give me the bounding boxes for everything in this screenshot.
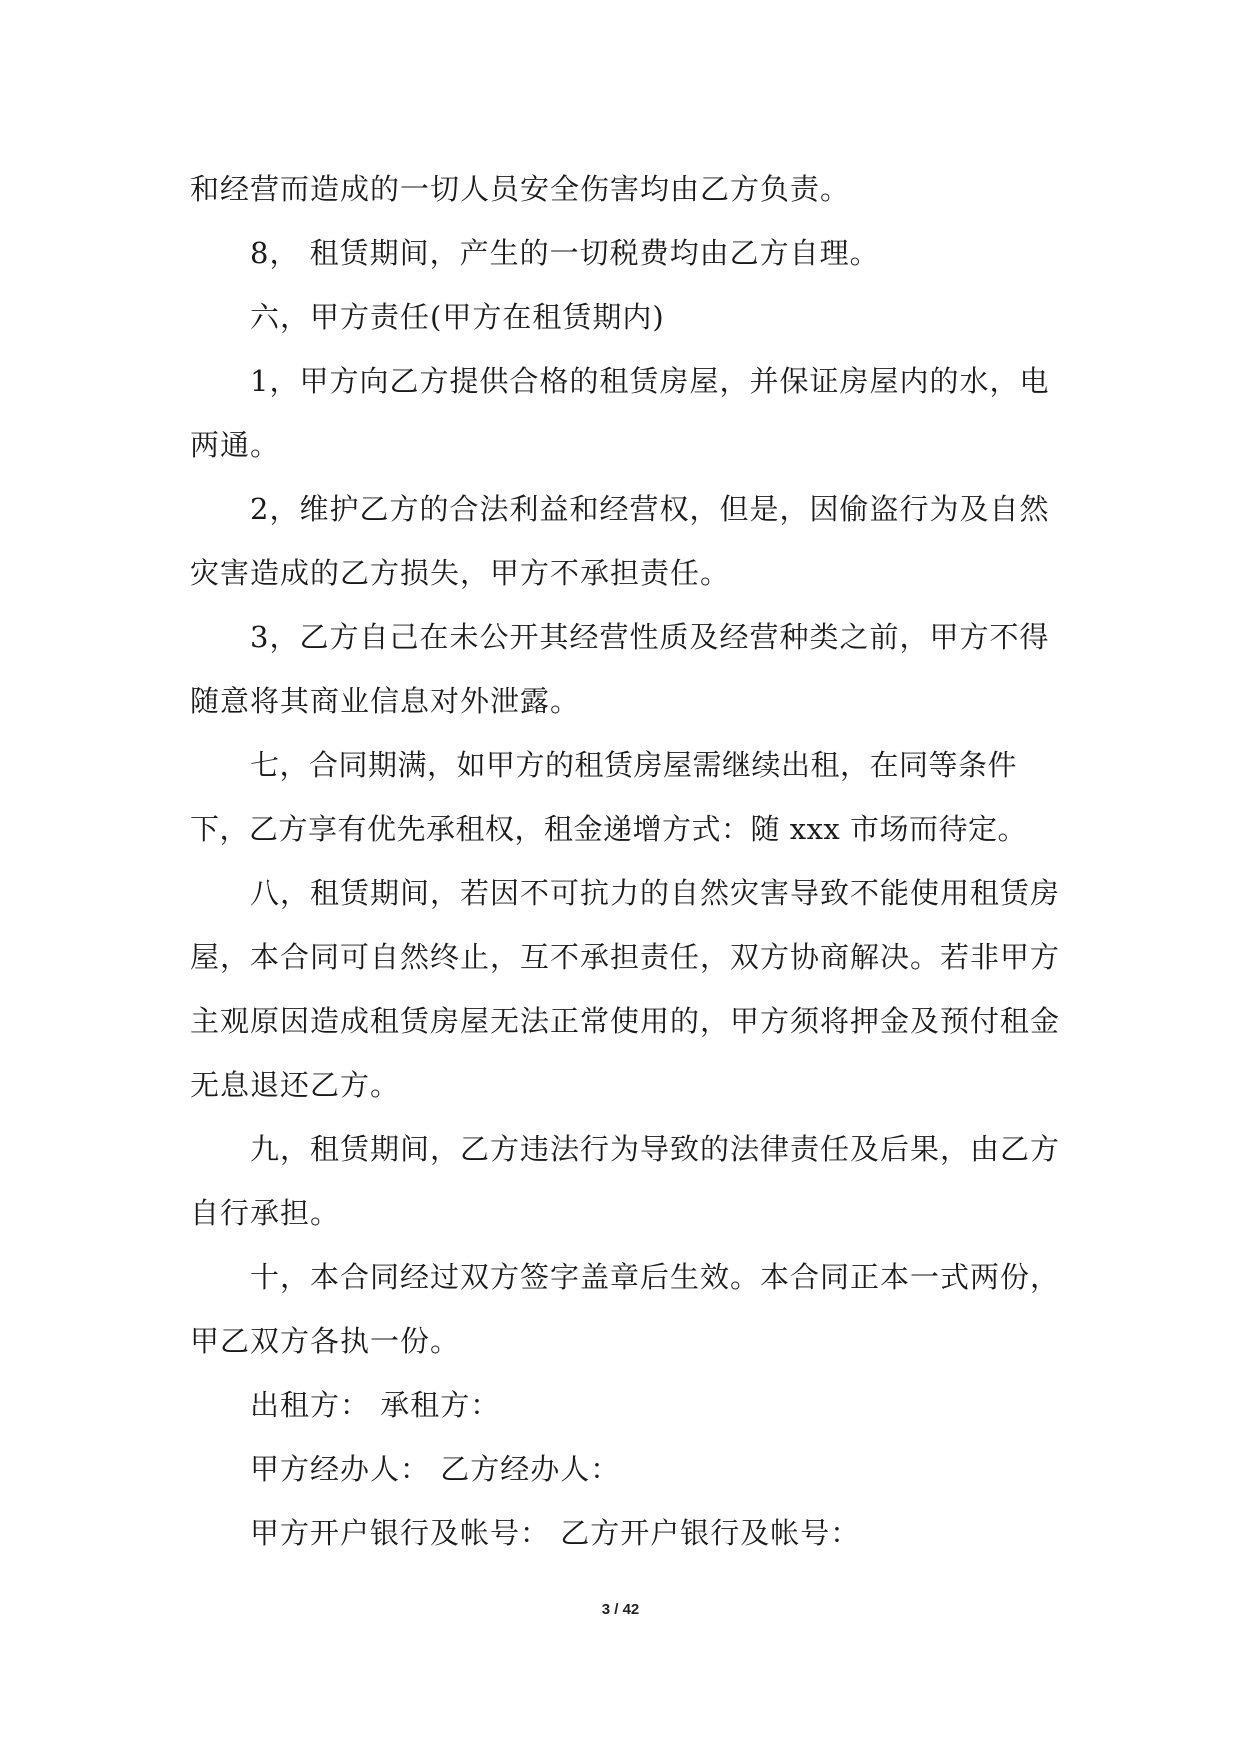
paragraph: 七，合同期满，如甲方的租赁房屋需继续出租，在同等条件下，乙方享有优先承租权，租金递增方式：随 xxx 市场而待定。	[190, 748, 1028, 846]
paragraph: 8， 租赁期间，产生的一切税费均由乙方自理。	[250, 236, 880, 270]
paragraph: 八，租赁期间，若因不可抗力的自然灾害导致不能使用租赁房屋，本合同可自然终止，互不承担责任，双方协商解决。若非甲方主观原因造成租赁房屋无法正常使用的，甲方须将押金及预付租金无息退还乙方。	[190, 876, 1061, 1102]
paragraph: 十，本合同经过双方签字盖章后生效。本合同正本一式两份，甲乙双方各执一份。	[190, 1260, 1061, 1358]
paragraph: 3，乙方自己在未公开其经营性质及经营种类之前，甲方不得随意将其商业信息对外泄露。	[190, 620, 1050, 718]
paragraph: 2，维护乙方的合法利益和经营权，但是，因偷盗行为及自然灾害造成的乙方损失，甲方不承担责任。	[190, 492, 1050, 590]
page-number: 3 / 42	[601, 1601, 640, 1618]
signature-line-bank-accounts: 甲方开户银行及帐号： 乙方开户银行及帐号：	[250, 1516, 861, 1550]
document-body	[190, 157, 1070, 1565]
paragraph: 1，甲方向乙方提供合格的租赁房屋，并保证房屋内的水，电两通。	[190, 364, 1050, 462]
signature-line-parties: 出租方： 承租方：	[250, 1388, 501, 1422]
paragraph: 九，租赁期间，乙方违法行为导致的法律责任及后果，由乙方自行承担。	[190, 1132, 1061, 1230]
section-heading: 六，甲方责任(甲方在租赁期内)	[250, 300, 665, 334]
signature-line-agents: 甲方经办人： 乙方经办人：	[250, 1452, 621, 1486]
paragraph: 和经营而造成的一切人员安全伤害均由乙方负责。	[190, 172, 851, 206]
